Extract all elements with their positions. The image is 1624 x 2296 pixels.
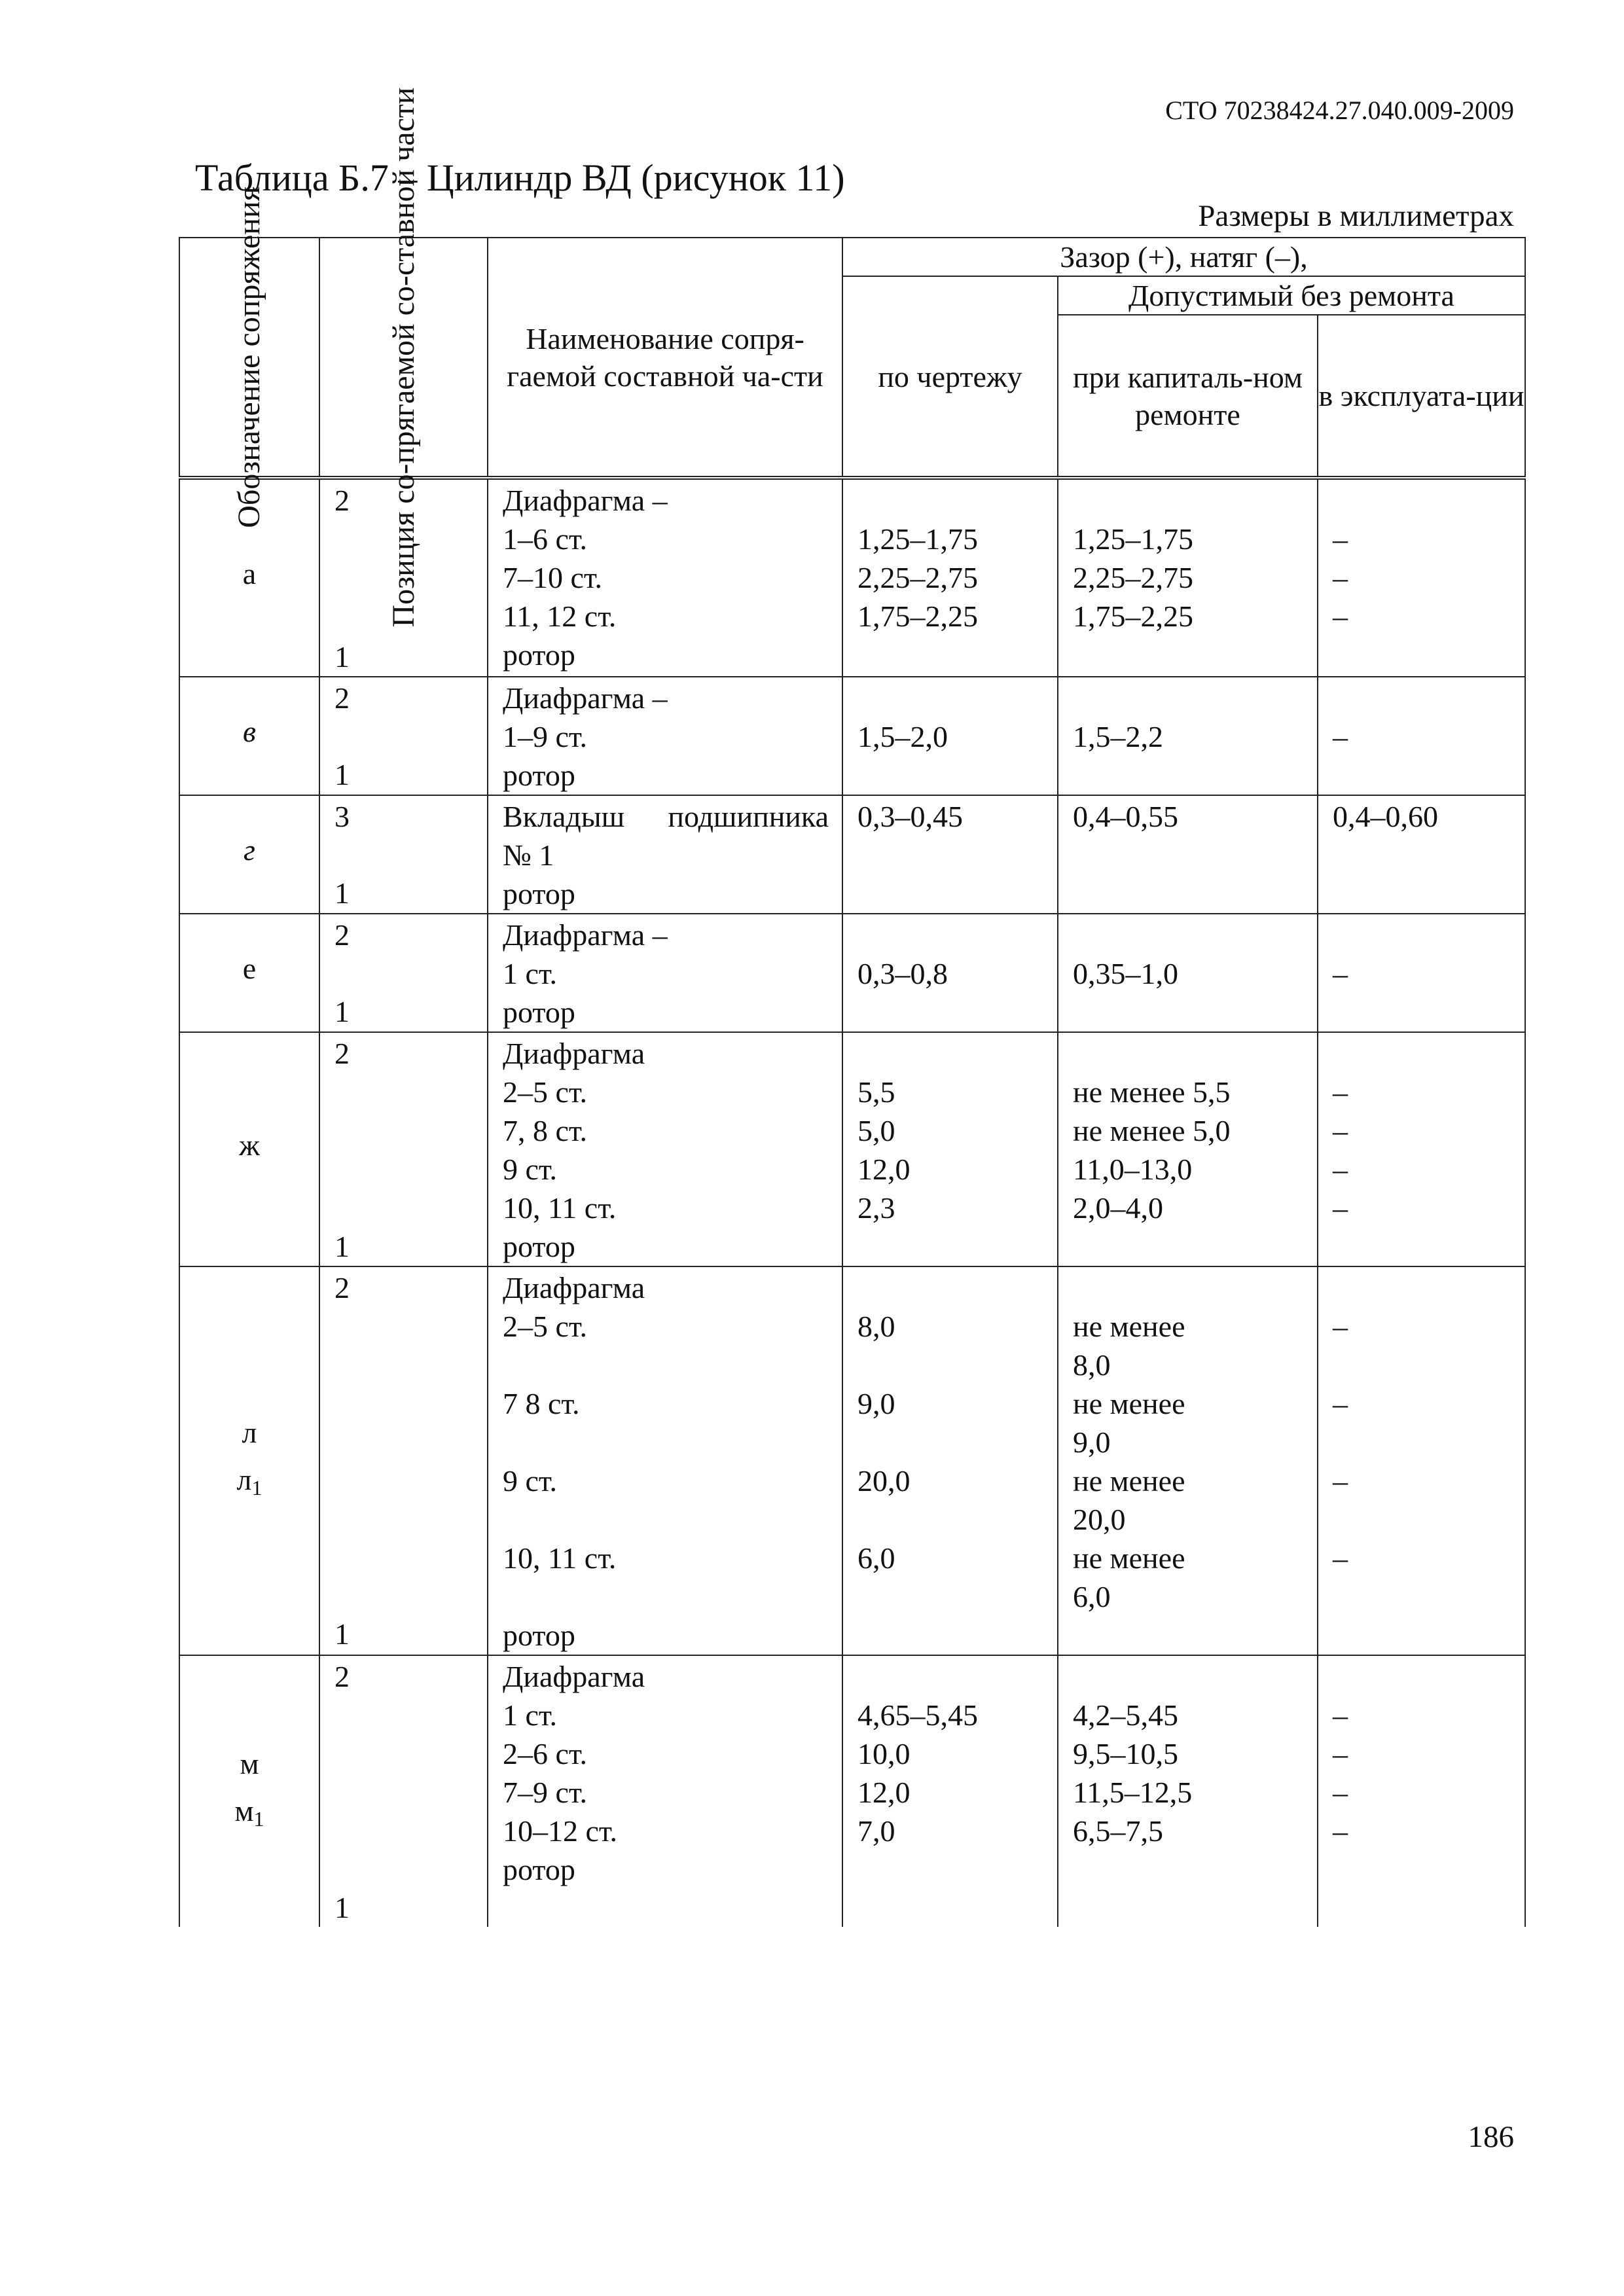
value-operation: –: [1333, 600, 1348, 633]
position-bottom: 1: [334, 995, 350, 1028]
value-capital-repair-cell: [1058, 1655, 1318, 1927]
designation-alt-subscript: 1: [251, 1476, 262, 1499]
value-capital-repair: [1073, 679, 1317, 717]
value-capital-repair: [1073, 1657, 1317, 1696]
value-by-drawing-cell: [842, 914, 1058, 1032]
value-capital-repair: 1,25–1,75: [1073, 522, 1193, 556]
page-number: 186: [1468, 2120, 1514, 2154]
value-by-drawing: 5,0: [857, 1114, 895, 1147]
value-by-drawing: [857, 1268, 1057, 1307]
part-name-line: 7 8 ст.: [503, 1387, 580, 1420]
part-name-line: 2–6 ст.: [503, 1737, 588, 1770]
part-name-line: 1 ст.: [503, 957, 558, 990]
part-name-line: ротор: [503, 638, 575, 672]
table-row: [179, 1655, 1525, 1927]
value-capital-repair: 2,25–2,75: [1073, 561, 1193, 594]
value-operation: [1333, 679, 1525, 717]
value-capital-repair: 9,5–10,5: [1073, 1737, 1178, 1770]
position-top: 2: [334, 484, 350, 517]
part-name-line: 2–5 ст.: [503, 1075, 588, 1109]
value-operation: –: [1333, 1387, 1348, 1420]
designation-label: е: [242, 952, 257, 985]
value-capital-repair-cell: [1058, 677, 1318, 795]
header-allowed-without-repair: Допустимый без ремонта: [1058, 276, 1525, 315]
part-name-cell: [488, 677, 842, 795]
header-capital-repair: при капиталь-ном ремонте: [1058, 315, 1318, 478]
value-operation: [1333, 1423, 1525, 1462]
designation-cell: [179, 795, 319, 914]
value-operation: [1333, 916, 1525, 954]
value-operation: [1333, 1346, 1525, 1384]
value-by-drawing: [857, 1500, 1057, 1539]
value-capital-repair: не менее 5,5: [1073, 1075, 1231, 1109]
value-capital-repair-cell: [1058, 1032, 1318, 1266]
position-top: 3: [334, 800, 350, 833]
value-capital-repair: не менее: [1073, 1541, 1185, 1575]
value-operation: [1333, 1268, 1525, 1307]
value-capital-repair: 11,0–13,0: [1073, 1153, 1193, 1186]
value-operation: [1333, 1034, 1525, 1073]
position-top: 2: [334, 1037, 350, 1070]
value-operation: –: [1333, 1737, 1348, 1770]
value-by-drawing: 5,5: [857, 1075, 895, 1109]
value-by-drawing: 8,0: [857, 1310, 895, 1343]
position-cell: [319, 914, 488, 1032]
value-by-drawing: 6,0: [857, 1541, 895, 1575]
value-operation-cell: [1318, 1266, 1525, 1655]
part-name-line: ротор: [503, 1853, 575, 1886]
designation-label: ж: [239, 1128, 260, 1162]
value-by-drawing: 4,65–5,45: [857, 1698, 978, 1732]
value-by-drawing-cell: [842, 1266, 1058, 1655]
value-by-drawing: 7,0: [857, 1814, 895, 1848]
value-operation: –: [1333, 1075, 1348, 1109]
value-by-drawing: 12,0: [857, 1776, 911, 1809]
value-capital-repair: 1,75–2,25: [1073, 600, 1193, 633]
value-operation-cell: [1318, 1032, 1525, 1266]
part-name-line: [503, 1577, 842, 1616]
part-name-line: ротор: [503, 996, 575, 1029]
value-operation: –: [1333, 1191, 1348, 1225]
part-name-line: ротор: [503, 759, 575, 792]
value-operation-cell: [1318, 914, 1525, 1032]
value-by-drawing: 1,75–2,25: [857, 600, 978, 633]
position-bottom: 1: [334, 640, 350, 673]
position-cell: [319, 1266, 488, 1655]
position-bottom: 1: [334, 1891, 350, 1924]
position-top: 2: [334, 1660, 350, 1693]
value-by-drawing: [857, 1657, 1057, 1696]
value-by-drawing: 20,0: [857, 1464, 911, 1498]
designation-label-alt: л: [236, 1463, 252, 1496]
header-designation: Обозначение сопряжения: [179, 238, 319, 478]
value-operation-cell: [1318, 478, 1525, 677]
value-capital-repair: 6,5–7,5: [1073, 1814, 1163, 1848]
part-name-line: 7–10 ст.: [503, 561, 603, 594]
part-name-cell: [488, 795, 842, 914]
value-capital-repair: не менее 5,0: [1073, 1114, 1231, 1147]
part-name-cell: [488, 914, 842, 1032]
value-capital-repair: [1073, 916, 1317, 954]
part-name-line: [503, 1423, 842, 1462]
table-row: [179, 914, 1525, 1032]
value-capital-repair: не менее: [1073, 1310, 1185, 1343]
part-name-line: ротор: [503, 877, 575, 910]
position-top: 2: [334, 1271, 350, 1304]
table-title: Таблица Б.7 – Цилиндр ВД (рисунок 11): [195, 156, 845, 199]
position-cell: [319, 1655, 488, 1927]
value-capital-repair: 0,35–1,0: [1073, 957, 1178, 990]
value-by-drawing-cell: [842, 1032, 1058, 1266]
designation-cell: [179, 1655, 319, 1927]
value-operation: –: [1333, 1114, 1348, 1147]
table-row: [179, 478, 1525, 677]
position-bottom: 1: [334, 1230, 350, 1263]
value-operation: –: [1333, 1153, 1348, 1186]
value-operation: [1333, 1500, 1525, 1539]
value-operation-cell: [1318, 1655, 1525, 1927]
part-name-line: Диафрагма: [503, 1660, 645, 1693]
value-capital-repair: 20,0: [1073, 1503, 1126, 1536]
value-operation: [1333, 1657, 1525, 1696]
value-by-drawing: [857, 481, 1057, 520]
value-by-drawing: [857, 1346, 1057, 1384]
value-by-drawing: [857, 679, 1057, 717]
value-capital-repair: 0,4–0,55: [1073, 800, 1178, 833]
value-capital-repair-cell: [1058, 1266, 1318, 1655]
value-capital-repair: [1073, 1268, 1317, 1307]
value-operation: –: [1333, 720, 1348, 753]
designation-cell: [179, 914, 319, 1032]
position-cell: [319, 677, 488, 795]
value-operation: –: [1333, 522, 1348, 556]
part-name-line: 2–5 ст.: [503, 1310, 588, 1343]
position-bottom: 1: [334, 876, 350, 910]
value-by-drawing: 12,0: [857, 1153, 911, 1186]
header-part-name: Наименование сопря-гаемой составной ча-сти: [488, 238, 842, 478]
designation-cell: [179, 677, 319, 795]
part-name-line: № 1: [503, 838, 554, 872]
value-operation: –: [1333, 1310, 1348, 1343]
value-by-drawing-cell: [842, 795, 1058, 914]
value-capital-repair: [1073, 1034, 1317, 1073]
part-name-line: Диафрагма: [503, 1271, 645, 1304]
value-capital-repair: 2,0–4,0: [1073, 1191, 1163, 1225]
value-by-drawing: 1,25–1,75: [857, 522, 978, 556]
value-by-drawing: [857, 1034, 1057, 1073]
value-operation: –: [1333, 561, 1348, 594]
part-name-line: [503, 1500, 842, 1539]
position-top: 2: [334, 681, 350, 715]
part-name-line: 11, 12 ст.: [503, 600, 617, 633]
document-code: СТО 70238424.27.040.009-2009: [1165, 96, 1514, 125]
table-row: [179, 795, 1525, 914]
table-row: [179, 1032, 1525, 1266]
header-position: Позиция со-прягаемой со-ставной части: [319, 238, 488, 478]
value-by-drawing: 0,3–0,45: [857, 800, 963, 833]
value-operation-cell: [1318, 795, 1525, 914]
value-capital-repair-cell: [1058, 478, 1318, 677]
value-operation: –: [1333, 1464, 1348, 1498]
value-by-drawing: 0,3–0,8: [857, 957, 948, 990]
value-by-drawing-cell: [842, 1655, 1058, 1927]
value-by-drawing: [857, 1423, 1057, 1462]
value-by-drawing: [857, 916, 1057, 954]
part-name-cell: [488, 1032, 842, 1266]
value-by-drawing: 10,0: [857, 1737, 911, 1770]
part-name-line: ротор: [503, 1230, 575, 1263]
value-by-drawing-cell: [842, 677, 1058, 795]
header-by-drawing: по чертежу: [842, 276, 1058, 478]
position-bottom: 1: [334, 758, 350, 791]
units-note: Размеры в миллиметрах: [1198, 199, 1514, 233]
part-name-line: Вкладыш подшипника: [503, 800, 829, 833]
part-name-line: 9 ст.: [503, 1464, 558, 1498]
value-capital-repair: 9,0: [1073, 1426, 1111, 1459]
value-capital-repair-cell: [1058, 914, 1318, 1032]
value-capital-repair: не менее: [1073, 1464, 1185, 1498]
value-by-drawing: 2,25–2,75: [857, 561, 978, 594]
designation-cell: [179, 1032, 319, 1266]
value-capital-repair: 6,0: [1073, 1580, 1111, 1613]
part-name-line: [503, 1346, 842, 1384]
designation-label: м: [240, 1747, 259, 1780]
value-capital-repair: 11,5–12,5: [1073, 1776, 1193, 1809]
part-name-line: 10, 11 ст.: [503, 1191, 617, 1225]
part-name-line: 1–6 ст.: [503, 522, 588, 556]
value-operation: –: [1333, 1776, 1348, 1809]
value-operation: –: [1333, 1814, 1348, 1848]
value-operation: –: [1333, 1698, 1348, 1732]
part-name-line: Диафрагма –: [503, 681, 668, 715]
part-name-line: 7, 8 ст.: [503, 1114, 588, 1147]
part-name-line: 7–9 ст.: [503, 1776, 588, 1809]
table-row: [179, 677, 1525, 795]
value-operation: –: [1333, 1541, 1348, 1575]
part-name-line: 10, 11 ст.: [503, 1541, 617, 1575]
part-name-cell: [488, 1266, 842, 1655]
value-by-drawing: 1,5–2,0: [857, 720, 948, 753]
designation-label: л: [242, 1416, 257, 1449]
value-operation: 0,4–0,60: [1333, 800, 1438, 833]
table-row: [179, 1266, 1525, 1655]
part-name-cell: [488, 1655, 842, 1927]
part-name-line: ротор: [503, 1619, 575, 1652]
part-name-line: Диафрагма: [503, 1037, 645, 1070]
value-operation-cell: [1318, 677, 1525, 795]
designation-label-alt: м: [234, 1794, 254, 1827]
designation-label: г: [244, 833, 255, 867]
value-by-drawing: 2,3: [857, 1191, 895, 1225]
value-capital-repair: 1,5–2,2: [1073, 720, 1163, 753]
value-capital-repair-cell: [1058, 795, 1318, 914]
part-name-line: Диафрагма –: [503, 484, 668, 517]
position-top: 2: [334, 918, 350, 952]
designation-label: а: [242, 557, 257, 590]
part-name-line: 10–12 ст.: [503, 1814, 618, 1848]
designation-label: в: [243, 715, 256, 748]
position-cell: [319, 1032, 488, 1266]
header-clearance-group: Зазор (+), натяг (–),: [842, 238, 1525, 276]
part-name-line: 9 ст.: [503, 1153, 558, 1186]
position-bottom: 1: [334, 1617, 350, 1651]
position-cell: [319, 795, 488, 914]
value-capital-repair: не менее: [1073, 1387, 1185, 1420]
value-capital-repair: [1073, 481, 1317, 520]
part-name-line: Диафрагма –: [503, 918, 668, 952]
part-name-cell: [488, 478, 842, 677]
part-name-line: 1–9 ст.: [503, 720, 588, 753]
value-operation: [1333, 481, 1525, 520]
header-operation: в эксплуата-ции: [1318, 315, 1525, 478]
part-name-line: 1 ст.: [503, 1698, 558, 1732]
designation-alt-subscript: 1: [253, 1807, 264, 1831]
value-capital-repair: 8,0: [1073, 1348, 1111, 1382]
value-capital-repair: 4,2–5,45: [1073, 1698, 1178, 1732]
value-operation: –: [1333, 957, 1348, 990]
designation-cell: [179, 1266, 319, 1655]
value-by-drawing-cell: [842, 478, 1058, 677]
value-by-drawing: 9,0: [857, 1387, 895, 1420]
